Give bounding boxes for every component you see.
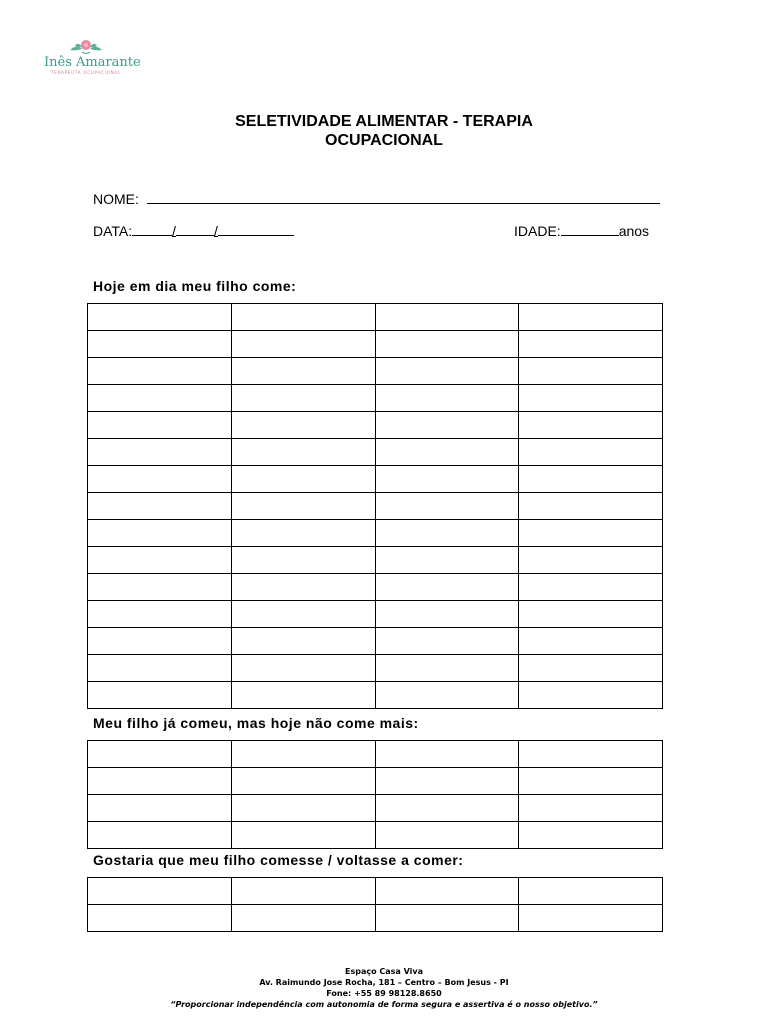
name-label: NOME: (93, 191, 139, 207)
table-cell[interactable] (231, 822, 375, 849)
table-cell[interactable] (519, 905, 663, 932)
table-cell[interactable] (88, 520, 232, 547)
section-heading-stopped-foods: Meu filho já comeu, mas hoje não come mais: (93, 715, 419, 731)
table-cell[interactable] (375, 385, 519, 412)
name-field[interactable] (93, 190, 660, 207)
footer (0, 966, 768, 1010)
table-cell[interactable] (519, 520, 663, 547)
table-cell[interactable] (375, 358, 519, 385)
table-row (88, 547, 663, 574)
table-cell[interactable] (375, 822, 519, 849)
table-cell[interactable] (88, 331, 232, 358)
table-cell[interactable] (519, 795, 663, 822)
table-cell[interactable] (231, 655, 375, 682)
age-label: IDADE: (514, 223, 561, 239)
table-row (88, 385, 663, 412)
table-row (88, 905, 663, 932)
table-cell[interactable] (519, 574, 663, 601)
table-cell[interactable] (88, 547, 232, 574)
table-cell[interactable] (88, 768, 232, 795)
table-cell[interactable] (231, 741, 375, 768)
date-label: DATA: (93, 223, 133, 239)
footer-motto: “Proporcionar independência com autonomia de forma segura e assertiva é o nosso objetivo.” (170, 1000, 598, 1009)
table-cell[interactable] (519, 682, 663, 709)
table-cell[interactable] (519, 768, 663, 795)
table-cell[interactable] (231, 466, 375, 493)
table-cell[interactable] (519, 466, 663, 493)
table-cell[interactable] (88, 385, 232, 412)
table-cell[interactable] (375, 439, 519, 466)
table-cell[interactable] (375, 795, 519, 822)
table-cell[interactable] (375, 628, 519, 655)
table-cell[interactable] (375, 878, 519, 905)
table-cell[interactable] (375, 741, 519, 768)
table-cell[interactable] (231, 331, 375, 358)
table-cell[interactable] (375, 655, 519, 682)
table-cell[interactable] (88, 574, 232, 601)
table-row (88, 601, 663, 628)
table-cell[interactable] (88, 655, 232, 682)
logo-name: Inês Amarante (44, 55, 141, 70)
table-row (88, 304, 663, 331)
table-cell[interactable] (519, 493, 663, 520)
table-cell[interactable] (375, 466, 519, 493)
table-cell[interactable] (375, 601, 519, 628)
table-cell[interactable] (519, 304, 663, 331)
table-cell[interactable] (88, 741, 232, 768)
table-row (88, 878, 663, 905)
age-blank[interactable] (561, 222, 619, 236)
footer-address: Av. Raimundo Jose Rocha, 181 – Centro – Bom Jesus - PI (259, 978, 509, 987)
table-cell[interactable] (88, 682, 232, 709)
table-row (88, 655, 663, 682)
table-cell[interactable] (88, 439, 232, 466)
section-heading-desired-foods: Gostaria que meu filho comesse / voltasse a comer: (93, 852, 464, 868)
document-title-line-2: OCUPACIONAL (325, 132, 443, 149)
stopped-foods-table (87, 740, 663, 849)
table-cell[interactable] (231, 385, 375, 412)
age-unit: anos (618, 223, 650, 239)
table-cell[interactable] (231, 768, 375, 795)
table-cell[interactable] (519, 655, 663, 682)
document-title-line-1: SELETIVIDADE ALIMENTAR - TERAPIA (235, 113, 533, 130)
logo (44, 36, 141, 84)
table-row (88, 574, 663, 601)
date-field[interactable] (93, 222, 294, 239)
table-cell[interactable] (88, 905, 232, 932)
table-cell[interactable] (375, 768, 519, 795)
table-cell[interactable] (519, 741, 663, 768)
date-day-blank[interactable] (132, 222, 172, 236)
table-cell[interactable] (231, 520, 375, 547)
table-row (88, 439, 663, 466)
logo-subtitle: TERAPEUTA OCUPACIONAL (51, 70, 121, 75)
table-cell[interactable] (375, 547, 519, 574)
table-cell[interactable] (519, 412, 663, 439)
table-cell[interactable] (88, 358, 232, 385)
age-field[interactable] (514, 222, 649, 239)
table-cell[interactable] (375, 520, 519, 547)
table-row (88, 741, 663, 768)
table-row (88, 412, 663, 439)
table-row (88, 628, 663, 655)
table-cell[interactable] (519, 822, 663, 849)
table-row (88, 768, 663, 795)
table-cell[interactable] (88, 493, 232, 520)
table-cell[interactable] (375, 493, 519, 520)
desired-foods-table (87, 877, 663, 932)
table-cell[interactable] (231, 878, 375, 905)
table-cell[interactable] (231, 682, 375, 709)
table-cell[interactable] (231, 412, 375, 439)
table-cell[interactable] (88, 412, 232, 439)
date-separator-1: / (172, 223, 177, 239)
table-cell[interactable] (231, 795, 375, 822)
table-cell[interactable] (519, 547, 663, 574)
table-cell[interactable] (375, 682, 519, 709)
table-row (88, 331, 663, 358)
table-cell[interactable] (375, 304, 519, 331)
date-month-blank[interactable] (176, 222, 214, 236)
date-separator-2: / (214, 223, 218, 239)
table-row (88, 358, 663, 385)
table-cell[interactable] (519, 601, 663, 628)
table-cell[interactable] (88, 822, 232, 849)
table-cell[interactable] (231, 574, 375, 601)
table-row (88, 520, 663, 547)
section-heading-current-foods: Hoje em dia meu filho come: (93, 278, 297, 294)
footer-phone: Fone: +55 89 98128.8650 (326, 989, 442, 998)
table-cell[interactable] (519, 385, 663, 412)
table-row (88, 682, 663, 709)
table-cell[interactable] (231, 628, 375, 655)
table-row (88, 493, 663, 520)
table-cell[interactable] (231, 547, 375, 574)
name-blank-line[interactable] (147, 190, 660, 204)
footer-place: Espaço Casa Viva (345, 967, 423, 976)
current-foods-table (87, 303, 663, 709)
table-cell[interactable] (88, 601, 232, 628)
table-cell[interactable] (231, 601, 375, 628)
table-cell[interactable] (88, 878, 232, 905)
table-cell[interactable] (231, 905, 375, 932)
table-row (88, 795, 663, 822)
table-row (88, 822, 663, 849)
table-cell[interactable] (375, 412, 519, 439)
table-row (88, 466, 663, 493)
table-cell[interactable] (231, 439, 375, 466)
table-cell[interactable] (375, 905, 519, 932)
lotus-flower-icon (68, 36, 104, 56)
table-cell[interactable] (519, 628, 663, 655)
table-cell[interactable] (88, 466, 232, 493)
table-cell[interactable] (231, 493, 375, 520)
table-cell[interactable] (375, 574, 519, 601)
date-year-blank[interactable] (218, 222, 294, 236)
table-cell[interactable] (88, 628, 232, 655)
table-cell[interactable] (519, 439, 663, 466)
table-cell[interactable] (88, 304, 232, 331)
table-cell[interactable] (519, 358, 663, 385)
table-cell[interactable] (519, 331, 663, 358)
table-cell[interactable] (88, 795, 232, 822)
table-cell[interactable] (519, 878, 663, 905)
table-cell[interactable] (375, 331, 519, 358)
table-cell[interactable] (231, 358, 375, 385)
table-cell[interactable] (231, 304, 375, 331)
